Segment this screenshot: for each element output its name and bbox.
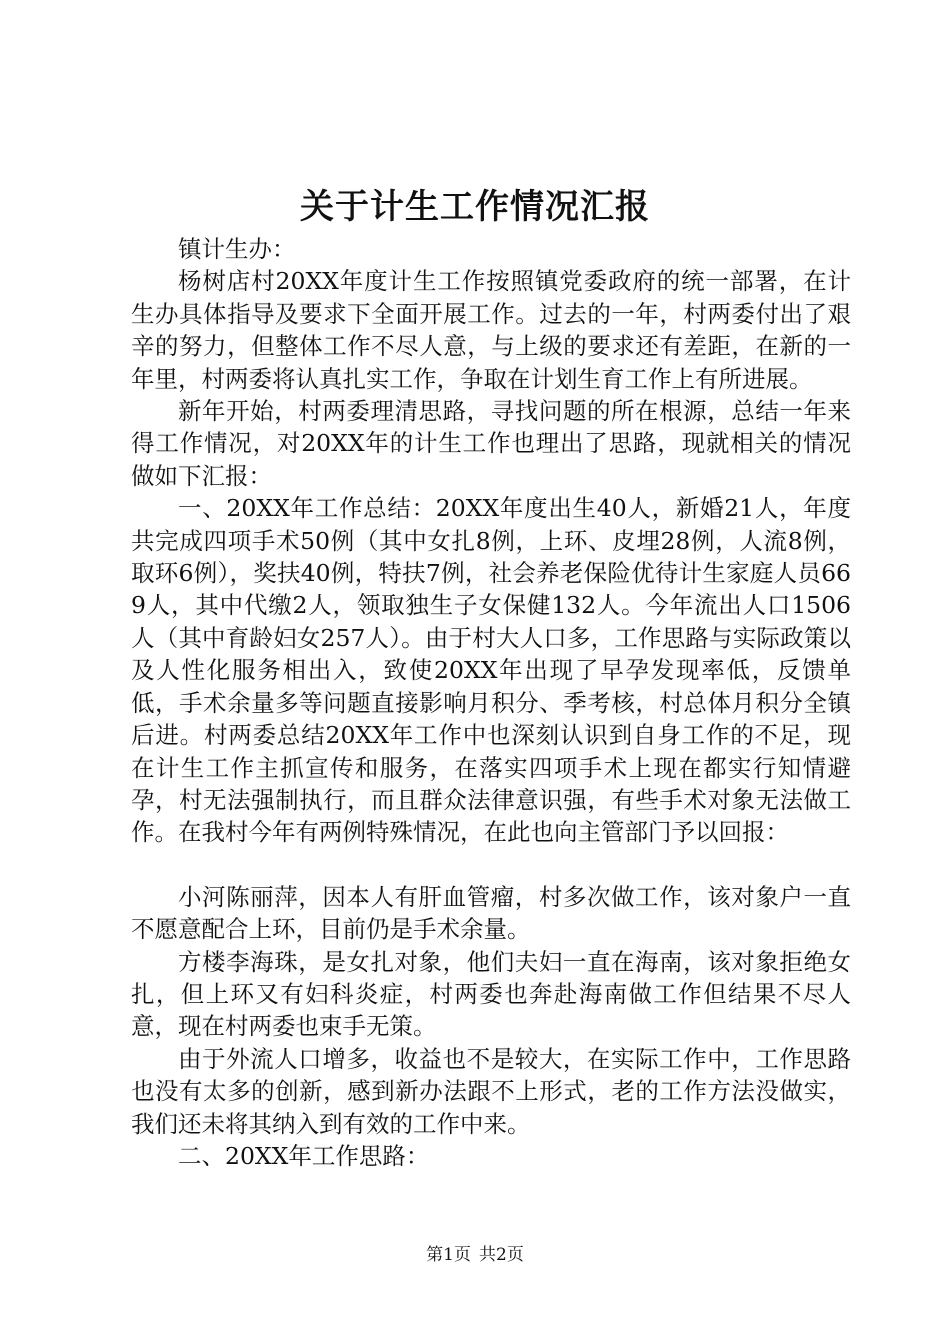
page-total: 共2页 xyxy=(479,1245,524,1265)
paragraph-case-1: 小河陈丽萍，因本人有肝血管瘤，村多次做工作，该对象户一直不愿意配合上环，目前仍是手术余量。 xyxy=(131,882,851,944)
page-number: 第1页 xyxy=(426,1245,471,1265)
salutation: 镇计生办： xyxy=(178,235,296,263)
paragraph-reflection: 由于外流人口增多，收益也不是较大，在实际工作中，工作思路也没有太多的创新，感到新办法跟不上形式，老的工作方法没做实，我们还未将其纳入到有效的工作中来。 xyxy=(131,1044,851,1138)
document-title: 关于计生工作情况汇报 xyxy=(300,187,650,227)
paragraph-overview: 新年开始，村两委理清思路，寻找问题的所在根源，总结一年来得工作情况，对20XX年的计生工作也理出了思路，现就相关的情况做如下汇报： xyxy=(131,397,851,490)
paragraph-case-2: 方楼李海珠，是女扎对象，他们夫妇一直在海南，该对象拒绝女扎，但上环又有妇科炎症，村两委也奔赴海南做工作但结果不尽人意，现在村两委也束手无策。 xyxy=(131,947,851,1041)
document-body xyxy=(131,233,851,1172)
paragraph-summary: 一、20XX年工作总结：20XX年度出生40人，新婚21人，年度共完成四项手术50例（其中女扎8例，上环、皮埋28例，人流8例，取环6例），奖扶40例，特扶7例，社会养老保险优待计生家庭人员669人，其中代缴2人，领取独生子女保健132人。今年流出人口1506人（其中育龄妇女257人）。由于村大人口多，工作思路与实际政策以及人性化服务相出入，致使20XX年出现了早孕发现率低，反馈单低，手术余量多等问题直接影响月积分、季考核，村总体月积分全镇后进。村两委总结20XX年工作中也深刻认识到自身工作的不足，现在计生工作主抓宣传和服务，在落实四项手术上现在都实行知情避孕，村无法强制执行，而且群众法律意识强，有些手术对象无法做工作。在我村今年有两例特殊情况，在此也向主管部门予以回报： xyxy=(131,494,851,847)
paragraph-intro: 杨树店村20XX年度计生工作按照镇党委政府的统一部署，在计生办具体指导及要求下全面开展工作。过去的一年，村两委付出了艰辛的努力，但整体工作不尽人意，与上级的要求还有差距，在新的一年里，村两委将认真扎实工作，争取在计划生育工作上有所进展。 xyxy=(131,267,851,393)
page-footer xyxy=(0,1244,950,1266)
section-heading-plan: 二、20XX年工作思路： xyxy=(178,1141,430,1170)
